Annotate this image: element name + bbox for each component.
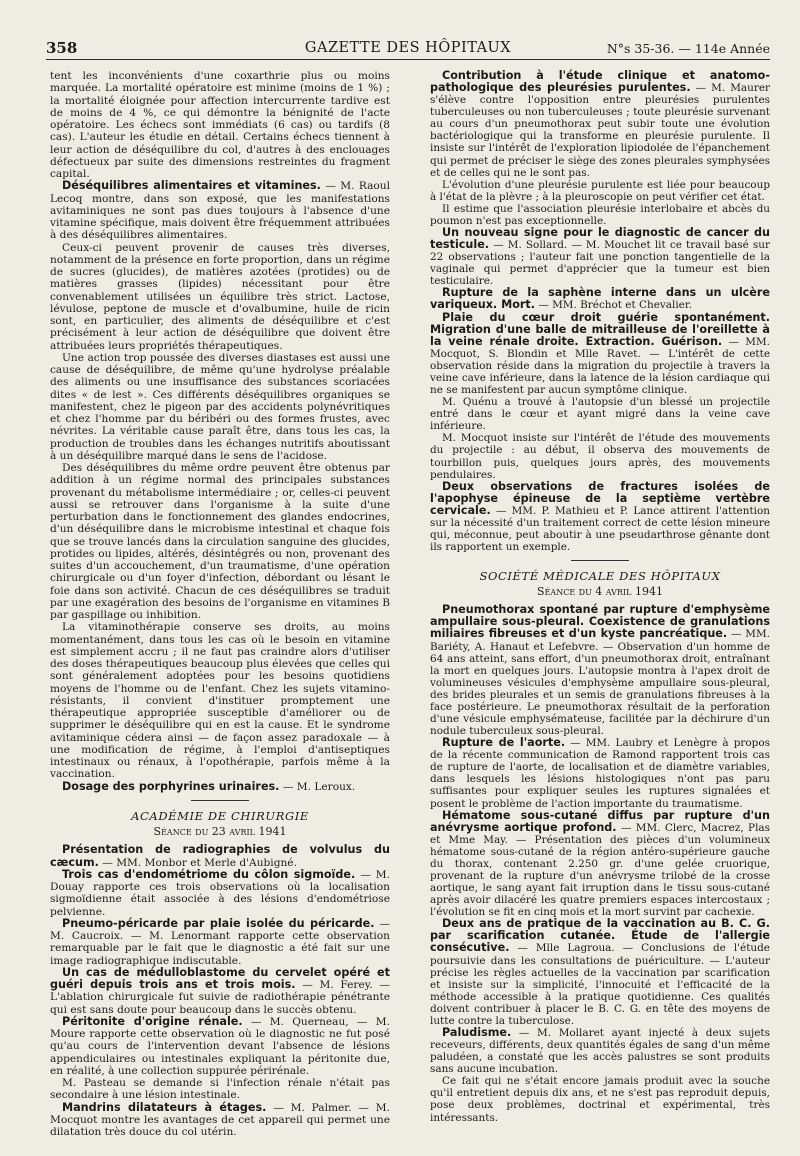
section-divider bbox=[571, 560, 629, 561]
article-text: — MM. Bréchot et Chevalier. bbox=[538, 299, 693, 312]
article-text: — MM. P. Mathieu et P. Lance attirent l'attention sur la nécessité d'un traitement correct de cette lésion mineure qui, méconnue, peut aboutir à une pseudarthrose gênante dont ils rapportent un exemple. bbox=[430, 504, 770, 554]
article-author: — M. Leroux. bbox=[282, 780, 356, 793]
article-text: — M. Mollaret ayant injecté à deux sujets receveurs, différents, deux quantités égales de sang d'un même paludéen, a constaté que les accès palustres se sont produits sans aucune incubation. bbox=[430, 1027, 770, 1076]
article-text: — M. Querneau, — M. Moure rapporte cette observation où le diagnostic ne fut posé qu'au cours de l'intervention devant l'absence de lésions appendiculaires ou intestinales expliquant la péritonite due, en réalité, à une collection suppurée périrénale. bbox=[50, 1015, 390, 1077]
article-text: — M. Caucroix. — M. Lenormant rapporte cette observation remarquable par le fait que le diagnostic a été fait sur une image radiographique indiscutable. bbox=[50, 917, 390, 967]
section-divider bbox=[191, 800, 249, 801]
article-title: Deux observations de fractures isolées de l'apophyse épineuse de la septième vertèbre cervicale. bbox=[430, 479, 770, 517]
article-text: — MM. Mocquot, S. Blondin et Mlle Ravet. — L'intérêt de cette observation réside dans la migration du projectile à travers la veine cave inférieure, dans la latence de la lésion cardiaque qui ne se manifestent par aucun symptôme clinique. bbox=[430, 335, 770, 397]
paragraph: Une action trop poussée des diverses diastases est aussi une cause de déséquilibre, de même qu'une hydrolyse préalable des aliments ou une insuffisance des substances scoriacées dites « de lest ». Ces différents déséquilibres organiques se manifestent, chez le pigeon par des accidents polynévritiques et chez l'homme par du béribéri ou des formes frustes, avec névrites. La véritable cause paraît être, dans tous les cas, la production de troubles dans les échanges nutritifs aboutissant à un déséquilibre marqué dans le sens de l'acidose. bbox=[50, 351, 390, 462]
article-text: — M. Ferey. — L'ablation chirurgicale fut suivie de radiothérapie pénétrante qui est sans doute pour beaucoup dans le succès obtenu. bbox=[50, 979, 390, 1016]
article-text: — M. Maurer s'élève contre l'opposition entre pleurésies purulentes tuberculeuses ou non tuberculeuses ; toute pleurésie survenant au cours d'un pneumothorax peut subir toute une évolution bactériologique qui la transforme en pleurésie purulente. Il insiste sur l'intérêt de l'exploration lipiodolée de l'épanchement qui permet de préciser le siège des zones pleurales symphysées et de celles qui ne le sont pas. bbox=[430, 82, 770, 179]
article-title: Hématome sous-cutané diffus par rupture d'un anévrysme aortique profond. bbox=[430, 808, 770, 834]
article-text: — M. Sollard. — M. Mouchet lit ce travail basé sur 22 observations ; l'auteur fait une ponction tangentielle de la vaginale qui permet d'apprécier que la tumeur est bien testiculaire. bbox=[430, 239, 770, 288]
article-title: Dosage des porphyrines urinaires. bbox=[62, 779, 280, 793]
article-text: montre, dans son exposé, que les manifestations avitaminiques ne sont pas dues toujours à l'absence d'une vitamine spécifique, mais doivent être fréquemment attribuées à des déséquilibres alimentaires. bbox=[50, 192, 390, 242]
right-column bbox=[430, 70, 770, 1124]
article-title: Deux ans de pratique de la vaccination au B. C. G. par scarification cutanée. Étude de l'allergie consécutive. bbox=[430, 917, 770, 955]
article bbox=[430, 737, 770, 809]
article-title: Un cas de médulloblastome du cervelet opéré et guéri depuis trois ans et trois mois. bbox=[50, 965, 390, 991]
article-title: Déséquilibres alimentaires et vitamines. bbox=[62, 179, 321, 193]
article-text: — M. Palmer. — M. Mocquot montre les avantages de cet appareil qui permet une dilatation très douce du col utérin. bbox=[50, 1101, 390, 1138]
article-author: — M. Raoul Lecoq bbox=[50, 180, 390, 205]
article-text: — Mlle Lagroua. — Conclusions de l'étude poursuivie dans les consultations de puériculture. — L'auteur précise les règles actuelles de la vaccination par scarification et insiste sur la simplicité, l'innocuité et l'efficacité de la méthode accessible à la pratique quotidienne. Ces qualités doivent contribuer à placer le B. C. G. en tête des moyens de lutte contre la tuberculose. bbox=[430, 942, 770, 1027]
article bbox=[50, 844, 390, 869]
article-title: Paludisme. bbox=[442, 1026, 512, 1040]
article-text: — MM. Monbor et Merle d'Aubigné. bbox=[102, 856, 297, 869]
section-heading: ACADÉMIE DE CHIRURGIE bbox=[131, 808, 309, 823]
article bbox=[50, 781, 390, 793]
paragraph: Des déséquilibres du même ordre peuvent être obtenus par addition à un régime normal des principales substances provenant du métabolisme intermédiaire ; or, celles-ci peuvent aussi se retrouver dans l'organisme à la suite d'une perturbation dans le fonctionnement des glandes endocrines, d'un déséquilibre dans le microbisme intestinal et chaque fois que se trouve lancés dans la circulation sanguine des glucides, protides ou lipides, altérés, désintégrés ou non, provenant des suites d'un accouchement, d'un traumatisme, d'une opération chirurgicale ou d'un foyer d'infection, débordant ou lésant le foie dans son activité. Chacun de ces déséquilibres se traduit par une exagération des besoins de l'organisme en vitamines B par gaspillage ou inhibition. bbox=[50, 462, 390, 621]
left-column bbox=[50, 70, 390, 1138]
paragraph: Ce fait qui ne s'était encore jamais produit avec la souche qu'il entretient depuis dix ans, et ne s'est pas reproduit depuis, pose deux problèmes, doctrinal et expérimental, très intéressants. bbox=[430, 1075, 770, 1124]
article-title: Rupture de la saphène interne dans un ulcère variqueux. Mort. bbox=[430, 286, 770, 312]
article-title: Mandrins dilatateurs à étages. bbox=[62, 1100, 267, 1114]
article bbox=[430, 810, 770, 919]
article bbox=[430, 70, 770, 179]
article-title: Pneumo-péricarde par plaie isolée du péricarde. bbox=[62, 916, 375, 930]
session-date: Séance du 23 avril 1941 bbox=[153, 825, 287, 838]
article-title: Trois cas d'endométriome du côlon sigmoïde. bbox=[62, 867, 356, 881]
paragraph: tent les inconvénients d'une coxarthrie plus ou moins marquée. La mortalité opératoire est minime (moins de 1 %) ; la mortalité éloignée pour affection intercurrente tardive est de moins de 4 %, ce qui démontre la bénignité de l'acte opératoire. Les échecs sont immédiats (6 cas) ou tardifs (8 cas). L'auteur les étudie en détail. Certains échecs tiennent à leur action de déséquilibre du col, d'autres à des enclouages défectueux par suite des dimensions restreintes du fragment capital. bbox=[50, 70, 390, 180]
article-text: — MM. Clerc, Macrez, Plas et Mme May. — Présentation des pièces d'un volumineux hématome sous-cutané de la région antéro-supérieure gauche du thorax, contenant 2.250 gr. d'une gelée cruorique, provenant de la rupture d'un anévrysme trilobé de la crosse aortique, le sang ayant fait irruption dans le tissu sous-cutané après avoir dilacéré les quatre premiers espaces intercostaux ; l'évolution se fit en cinq mois et la mort survint par cachexie. bbox=[430, 821, 770, 919]
article bbox=[430, 918, 770, 1027]
article bbox=[430, 227, 770, 287]
article bbox=[50, 180, 390, 241]
article bbox=[50, 869, 390, 918]
paragraph: Il estime que l'association pleurésie interlobaire et abcès du poumon n'est pas exceptionnelle. bbox=[430, 202, 770, 227]
section-heading: SOCIÉTÉ MÉDICALE DES HÔPITAUX bbox=[479, 569, 721, 584]
article bbox=[50, 1102, 390, 1139]
paragraph: La vitaminothérapie conserve ses droits, au moins momentanément, dans tous les cas où le besoin en vitamine est simplement accru ; il ne faut pas craindre alors d'utiliser des doses thérapeutiques beaucoup plus élevées que celles qui sont généralement adoptées pour les besoins quotidiens moyens de l'homme ou de l'enfant. Chez les sujets vitamino-résistants, il convient d'instituer promptement une thérapeutique appropriée susceptible d'améliorer ou de supprimer le déséquilibre qui en est la cause. Et le syndrome avitaminique cédera ainsi — de façon assez paradoxale — à une modification de régime, à l'emploi d'antiseptiques intestinaux ou rénaux, à l'opothérapie, parfois même à la vaccination. bbox=[50, 621, 390, 781]
article bbox=[430, 1027, 770, 1075]
article-title: Plaie du cœur droit guérie spontanément. Migration d'une balle de mitrailleuse de l'oreillette à la veine rénale droite. Extraction. Guérison. bbox=[430, 310, 770, 348]
running-header bbox=[46, 37, 770, 60]
article bbox=[430, 287, 770, 311]
article bbox=[50, 1016, 390, 1077]
paragraph: M. Pasteau se demande si l'infection rénale n'était pas secondaire à une lésion intestinale. bbox=[50, 1077, 390, 1102]
issue-number: N°s 35-36. — 114e Année bbox=[606, 41, 770, 56]
article-title: Pneumothorax spontané par rupture d'emphysème ampullaire sous-pleural. Coexistence de granulations miliaires fibreuses et d'un kyste pancréatique. bbox=[430, 603, 770, 641]
article-title: Un nouveau signe pour le diagnostic de cancer du testicule. bbox=[430, 226, 770, 252]
article-title: Contribution à l'étude clinique et anatomo-pathologique des pleurésies purulentes. bbox=[430, 69, 770, 95]
article-text: — MM. Bariéty, A. Hanaut et Lefebvre. — Observation d'un homme de 64 ans atteint, sans effort, d'un pneumothorax droit, entraînant la mort en quelques jours. L'autopsie montra à l'apex droit de volumineuses vésicules d'emphysème ampullaire sous-pleural, des brides pleurales et un semis de granulations fibreuses à la face postérieure. Le pneumothorax résultait de la perforation d'une vésicule emphysémateuse, facilitée par la déchirure d'un nodule tuberculeux sous-pleural. bbox=[430, 628, 770, 738]
article-text: — MM. Laubry et Lenègre à propos de la récente communication de Ramond rapportent trois cas de rupture de l'aorte, de localisation et de diamètre variables, dans lesquels les lésions histologiques n'ont pas paru suffisantes pour expliquer seules les ruptures signalées et posent le problème de l'action importante du traumatisme. bbox=[430, 737, 770, 810]
paragraph: M. Mocquot insiste sur l'intérêt de l'étude des mouvements du projectile : au début, il observa des mouvements de tourbillon puis, quelques jours après, des mouvements pendulaires. bbox=[430, 432, 770, 481]
article-title: Rupture de l'aorte. bbox=[442, 736, 566, 750]
paragraph: L'évolution d'une pleurésie purulente est liée pour beaucoup à l'état de la plèvre ; à la pleuroscopie on peut vérifier cet état. bbox=[430, 178, 770, 203]
paragraph: M. Quénu a trouvé à l'autopsie d'un blessé un projectile entré dans le cœur et ayant migré dans la veine cave inférieure. bbox=[430, 396, 770, 433]
article bbox=[430, 481, 770, 553]
journal-title: GAZETTE DES HÔPITAUX bbox=[304, 40, 512, 56]
article-title: Péritonite d'origine rénale. bbox=[62, 1014, 243, 1028]
session-date: Séance du 4 avril 1941 bbox=[537, 585, 663, 599]
article-text: — M. Douay rapporte ces trois observations où la localisation sigmoïdienne était associée à des lésions d'endométriose pelvienne. bbox=[50, 868, 390, 918]
article-title: Présentation de radiographies de volvulus du cæcum. bbox=[50, 843, 390, 869]
article bbox=[50, 967, 390, 1016]
article bbox=[430, 604, 770, 737]
article bbox=[430, 312, 770, 397]
paragraph: Ceux-ci peuvent provenir de causes très diverses, notamment de la présence en forte proportion, dans un régime de sucres (glucides), de matières azotées (protides) ou de matières grasses (lipides) nécessitant pour être convenablement utilisées un équilibre très strict. Lactose, lévulose, peptone de muscle et d'ovalbumine, huile de ricin sont, en particulier, des aliments de déséquilibre et c'est précisément à leur action de déséquilibre que doivent être attribuées leurs propriétés thérapeutiques. bbox=[50, 241, 390, 352]
page-number: 358 bbox=[46, 39, 78, 57]
article bbox=[50, 918, 390, 967]
